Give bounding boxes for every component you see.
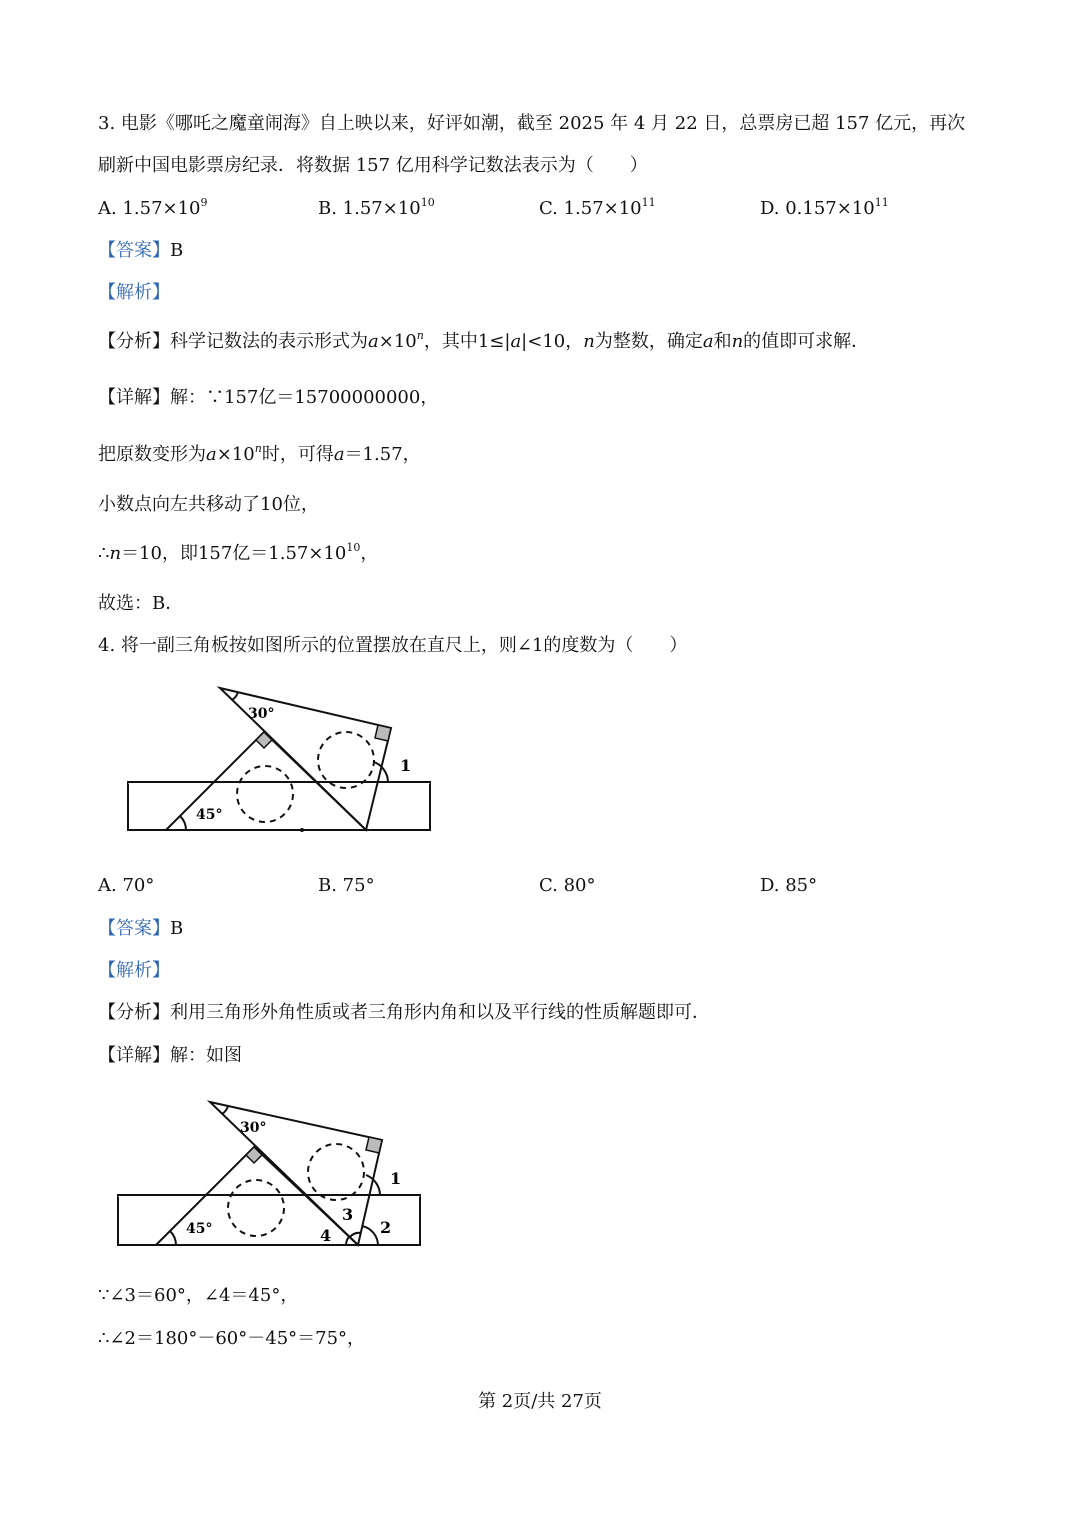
q3-step3: 小数点向左共移动了10位， bbox=[98, 494, 319, 515]
q4-figure-1 bbox=[120, 678, 440, 843]
q4-option-b: B. 75° bbox=[318, 875, 375, 896]
q4-therefore: ∴∠2＝180°－60°－45°＝75°， bbox=[98, 1328, 366, 1349]
page-footer: 第 2页/共 27页 bbox=[478, 1391, 602, 1412]
triangle-30 bbox=[220, 688, 391, 830]
q4-option-a: A. 70° bbox=[98, 875, 155, 896]
fig2-label-3: 3 bbox=[342, 1205, 354, 1224]
triangle-30 bbox=[210, 1102, 382, 1245]
answer-tag: 【答案】 bbox=[98, 240, 170, 261]
q3-step4: ∴n＝10，即157亿$=1.57\times 10^{10}$， bbox=[98, 541, 379, 564]
q4-option-c: C. 80° bbox=[539, 875, 596, 896]
q4-option-d: D. 85° bbox=[760, 875, 818, 896]
q3-answer: 【答案】B bbox=[98, 240, 184, 261]
q4-stem: 4. 将一副三角板按如图所示的位置摆放在直尺上，则∠1的度数为（ ） bbox=[98, 635, 688, 656]
q3-stem-line1: 3. 电影《哪吒之魔童闹海》自上映以来，好评如潮，截至 2025 年 4 月 22 日，总票房已超 157 亿元，再次 bbox=[98, 113, 966, 134]
q4-since: ∵∠3＝60°，∠4＝45°， bbox=[98, 1285, 299, 1306]
q3-xiangjie: 【详解】解：∵157亿＝15700000000， bbox=[98, 387, 439, 408]
fig1-label-45: 45° bbox=[196, 807, 223, 823]
q3-step2: 把原数变形为$a\times 10^n$时，可得a＝1.57， bbox=[98, 442, 421, 465]
q3-option-d: D. $0.157\times 10^{11}$ bbox=[760, 196, 889, 219]
fig1-label-30: 30° bbox=[248, 706, 275, 722]
q3-fenxi: 【分析】科学记数法的表示形式为$a\times 10^n$，其中1≤|a|<10，n为整数，确定a和n的值即可求解． bbox=[98, 329, 870, 352]
q4-figure-2 bbox=[110, 1092, 430, 1254]
fig1-label-1: 1 bbox=[400, 756, 412, 775]
q4-fenxi: 【分析】利用三角形外角性质或者三角形内角和以及平行线的性质解题即可． bbox=[98, 1002, 710, 1023]
fig2-label-45: 45° bbox=[186, 1221, 213, 1237]
q4-answer: 【答案】B bbox=[98, 918, 184, 939]
fig2-label-30: 30° bbox=[240, 1120, 267, 1136]
q4-xiangjie: 【详解】解：如图 bbox=[98, 1045, 242, 1066]
q3-option-c: C. $1.57\times 10^{11}$ bbox=[539, 196, 656, 219]
q4-analysis-tag: 【解析】 bbox=[98, 960, 170, 981]
fig2-label-2: 2 bbox=[380, 1218, 392, 1237]
q3-option-a: A. $1.57\times 10^9$ bbox=[98, 196, 208, 219]
q3-option-b: B. $1.57\times 10^{10}$ bbox=[318, 196, 435, 219]
q3-analysis-tag: 【解析】 bbox=[98, 282, 170, 303]
fig2-label-1: 1 bbox=[390, 1169, 402, 1188]
q3-stem-line2: 刷新中国电影票房纪录．将数据 157 亿用科学记数法表示为（ ） bbox=[98, 155, 648, 176]
fig2-label-4: 4 bbox=[320, 1226, 332, 1245]
q3-conclusion: 故选：B． bbox=[98, 593, 184, 614]
